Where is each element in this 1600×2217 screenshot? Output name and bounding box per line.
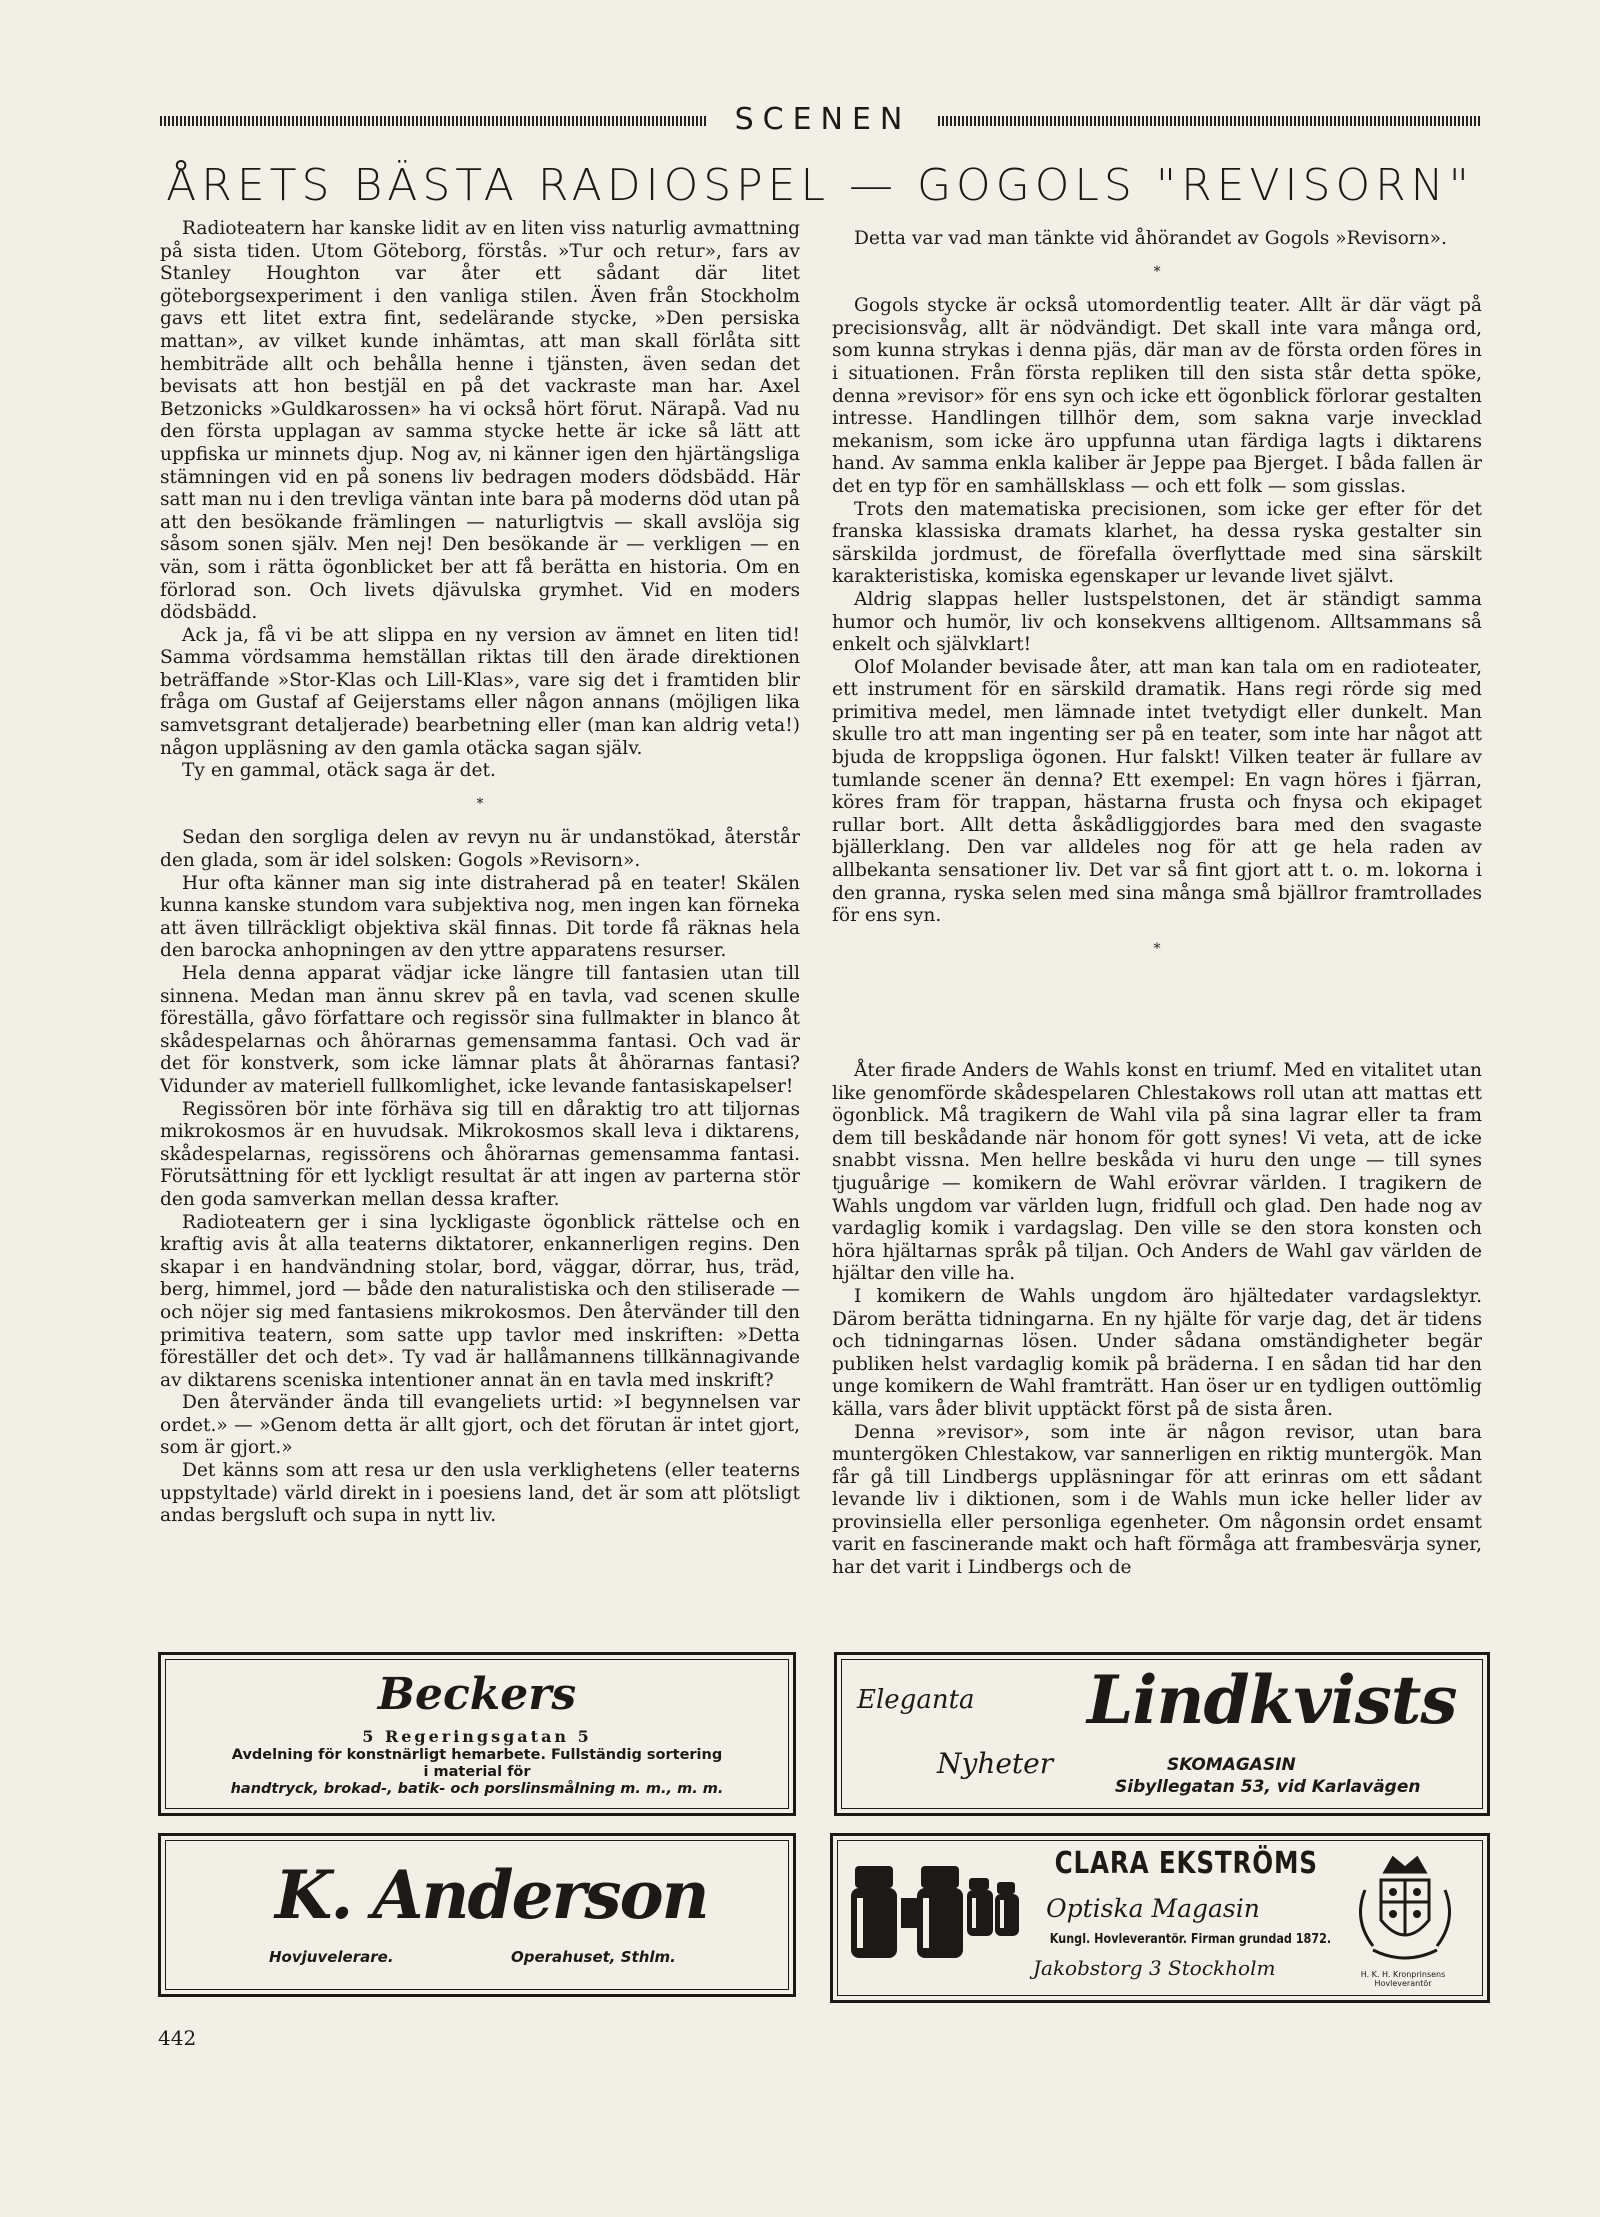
lindkvists-logo: Lindkvists bbox=[1087, 1661, 1457, 1739]
article-column-left bbox=[160, 218, 800, 1528]
paragraph: Sedan den sorgliga delen av revyn nu är undanstökad, återstår den glada, som är idel solsken: Gogols »Revisorn». bbox=[160, 827, 800, 872]
article-column-right-top bbox=[832, 228, 1482, 972]
lindkvists-nyheter: Nyheter bbox=[937, 1747, 1054, 1780]
paragraph: Hela denna apparat vädjar icke längre till fantasien utan till sinnena. Medan man ännu skrev på en tavla, vad scenen skulle föreställa, gåvo författare och regissör sina fullmakter in blanco åt skådespelarnas och åhörarnas gemensamma fantasi. Och vad är det för konstverk, som icke lämnar plats åt åhörarnas fantasi? Vidunder av materiell fullkomlighet, icke levande fantasiskapelser! bbox=[160, 963, 800, 1097]
advertisement-beckers bbox=[158, 1652, 796, 1816]
clara-crest-caption: H. K. H. Kronprinsens Hovleverantör bbox=[1360, 1970, 1446, 1988]
clara-address: Jakobstorg 3 Stockholm bbox=[1033, 1956, 1276, 1980]
anderson-title: Hovjuvelerare. bbox=[269, 1948, 394, 1966]
paragraph: Aldrig slappas heller lustspelstonen, det är ständigt samma humor och humör, liv och konsekvens alltigenom. Alltsammans så enkelt och självklart! bbox=[832, 588, 1482, 656]
paragraph: Ack ja, få vi be att slippa en ny version av ämnet en liten tid! Samma vördsamma hemställan riktas till den ärade direktionen beträffande »Stor-Klas och Lill-Klas», vare sig det i framtiden blir fråga om Gustaf af Geijerstams eller någon annans (möjligen lika samvetsgrant detaljerade) bearbetning eller (man kan aldrig veta!) någon uppläsning av den gamla otäcka sagan själv. bbox=[160, 624, 800, 759]
article-headline: ÅRETS BÄSTA RADIOSPEL — GOGOLS "REVISORN" bbox=[166, 160, 1474, 211]
beckers-line: handtryck, brokad-, batik- och porslinsmålning m. m., m. m. bbox=[230, 1781, 724, 1797]
clara-founded: Kungl. Hovleverantör. Firman grundad 1872. bbox=[1049, 1932, 1332, 1947]
lindkvists-eleganta: Eleganta bbox=[857, 1685, 975, 1715]
advertisement-clara-ekstroms bbox=[830, 1833, 1490, 2003]
paragraph: Radioteatern har kanske lidit av en liten viss naturlig avmattning på sista tiden. Utom Göteborg, förstås. »Tur och retur», fars av Stanley Houghton var åter ett sådant där litet göteborgsexperiment i den vanliga stilen. Även från Stockholm gavs ett litet extra fint, sedelärande stycke, »Den persiska mattan», av vilket kunde inhämtas, att man skall förlåta sitt hembiträde allt och behålla henne i tjänsten, även sedan det bevisats att hon bestjäl en på det vackraste man har. Axel Betzonicks »Guldkarossen» ha vi också hört förut. Närapå. Vad nu den första upplagan av samma stycke hette är icke så lätt att uppfiska ur minnets djup. Nog av, ni känner igen den hjärtängsliga stämningen vid en på sonens liv bedragen moders dödsbädd. Här satt man nu i den trevliga väntan inte bara på moderns död utan på att den besökande främlingen — naturligtvis — skall avslöja sig såsom sonen själv. Men nej! Den besökande är — verkligen — en vän, som i rätta ögonblicket ber att få berätta en historia. Om en förlorad son. Och livets djävulska grymhet. Vid en moders dödsbädd. bbox=[160, 218, 800, 624]
paragraph: I komikern de Wahls ungdom äro hjältedater vardagslektyr. Därom berätta tidningarna. En ny hjälte för varje dag, det är tidens och tidningarnas lösen. Under sådana omständigheter begär publiken helst vardaglig komik på bräderna. I en sådan tid har den unge komikern de Wahl framträtt. Han öser ur en tydligen outtömlig källa, vars åder blivit upptäckt först på de sista åren. bbox=[832, 1285, 1482, 1420]
paragraph: Ty en gammal, otäck saga är det. bbox=[182, 760, 496, 782]
paragraph: Den återvänder ända till evangeliets urtid: »I begynnelsen var ordet.» — »Genom detta är allt gjort, och det förutan är intet gjort, som är gjort.» bbox=[160, 1392, 800, 1459]
beckers-address: 5 Regeringsgatan 5 bbox=[362, 1727, 592, 1746]
lindkvists-address: Sibyllegatan 53, vid Karlavägen bbox=[1115, 1777, 1421, 1797]
decorative-rule-left bbox=[160, 116, 708, 126]
beckers-logo: Beckers bbox=[377, 1669, 577, 1720]
paragraph: Denna »revisor», som inte är någon revisor, utan bara muntergöken Chlestakow, var sannerligen en riktig muntergök. Man får gå till Lindbergs uppläsningar för att erinras om ett sådant levande liv i diktionen, som i de Wahls mun icke heller lider av provinsiella eller personliga egenheter. Om någonsin ordet ensamt varit en fascinerande makt och haft förmåga att frambesvärja syner, har det varit i Lindbergs och de bbox=[832, 1421, 1482, 1579]
beckers-line: Avdelning för konstnärligt hemarbete. Fullständig sortering bbox=[231, 1747, 723, 1763]
advertisement-lindkvists bbox=[834, 1652, 1490, 1816]
anderson-logo: K. Anderson bbox=[275, 1856, 708, 1934]
section-separator: * bbox=[476, 795, 484, 812]
paragraph: Olof Molander bevisade åter, att man kan tala om en radioteater, ett instrument för en särskild dramatik. Hans regi rörde sig med primitiva medel, men lämnade intet tvetydigt eller dunkelt. Man skulle tro att man ingenting ser på en teater, som inte har något att bjuda de kroppsliga ögonen. Hur falskt! Vilken teater är fullare av tumlande scener än denna? Ett exempel: En vagn höres i fjärran, köres fram för trappan, hästarna frusta och fnysa och ekipaget rullar bort. Allt detta åskådliggjordes bara med den svagaste bjällerklang. Den var alldeles nog för att ge hela raden av allbekanta sensationer liv. Det var så fint gjort att t. o. m. lokorna i den granna, ryska selen med sina många små bjällror framtrollades för ens syn. bbox=[832, 656, 1482, 927]
running-head bbox=[160, 100, 1480, 144]
section-title: SCENEN bbox=[734, 102, 912, 137]
clara-subtitle: Optiska Magasin bbox=[1046, 1894, 1260, 1923]
paragraph: Gogols stycke är också utomordentlig teater. Allt är där vägt på precisionsvåg, allt är nödvändigt. Det skall inte vara många ord, som kunna strykas i denna pjäs, där man av de första orden föres in i situationen. Från första repliken till den sista står detta spöke, denna »revisor» för ens syn och icke ett ögonblick förlorar gestalten intresse. Handlingen tillhör dem, som sakna varje invecklad mekanism, som icke äro uppfunna utan färdiga lagts i diktarens hand. Av samma enkla kaliber är Jeppe paa Bjerget. I båda fallen är det en typ för en samhällsklass — och ett folk — som gisslas. bbox=[832, 295, 1482, 497]
paragraph: Regissören bör inte förhäva sig till en dåraktig tro att tiljornas mikrokosmos är en huvudsak. Mikrokosmos skall leva i diktarens, skådespelarnas, regissörens och åhörarnas gemensamma fantasi. Förutsättning för ett lyckligt resultat är att ingen av parterna stör den goda samverkan mellan dessa krafter. bbox=[160, 1098, 800, 1210]
paragraph: Det känns som att resa ur den usla verklighetens (eller teaterns uppstyltade) värld direkt in i poesiens land, det är som att plötsligt andas bergsluft och supa in nytt liv. bbox=[160, 1460, 800, 1527]
royal-crest-icon bbox=[1345, 1850, 1465, 1978]
paragraph: Detta var vad man tänkte vid åhörandet av Gogols »Revisorn». bbox=[854, 228, 1447, 249]
paragraph: Trots den matematiska precisionen, som icke ger efter för det franska klassiska dramats klarhet, ha dessa ryska gestalter sin särskilda jordmust, de förefalla överflyttade med sina särskilt karakteristiska, komiska egenskaper ur levande livet självt. bbox=[832, 498, 1482, 588]
article-column-right-bottom bbox=[832, 1060, 1482, 1580]
page-number: 442 bbox=[158, 2026, 197, 2050]
anderson-location: Operahuset, Sthlm. bbox=[511, 1948, 676, 1966]
clara-title: CLARA EKSTRÖMS bbox=[1054, 1846, 1318, 1881]
binoculars-icon bbox=[847, 1858, 1023, 1978]
beckers-line: i material för bbox=[423, 1764, 531, 1780]
decorative-rule-right bbox=[938, 116, 1480, 126]
advertisement-anderson bbox=[158, 1833, 796, 1997]
lindkvists-skomagasin: SKOMAGASIN bbox=[1167, 1755, 1296, 1775]
section-separator: * bbox=[1153, 940, 1161, 957]
section-separator: * bbox=[1153, 263, 1161, 280]
paragraph: Radioteatern ger i sina lyckligaste ögonblick rättelse och en kraftig avis åt alla teaterns diktatorer, enkannerligen regins. Den skapar i en handvändning stolar, bord, väggar, dörrar, hus, träd, berg, himmel, jord — både den naturalistiska och den stiliserade — och nöjer sig med fantasiens mikrokosmos. Den återvänder till den primitiva teatern, som satte upp tavlor med inskriften: »Detta föreställer det och det». Ty vad är hallåmannens tillkännagivande av diktarens sceniska intentioner annat än en tavla med inskrift? bbox=[160, 1211, 800, 1391]
paragraph: Åter firade Anders de Wahls konst en triumf. Med en vitalitet utan like genomförde skådespelaren Chlestakows roll utan att mattas ett ögonblick. Må tragikern de Wahl vila på sina lagrar eller ta fram dem till beskådande när honom för gott synes! Vi veta, att de icke snabbt vissna. Men hellre beskåda vi huru den unge — till synes tjuguårige — komikern de Wahl erövrar världen. I tragikern de Wahls ungdom var världen lugn, fridfull och glad. Den hade nog av vardaglig komik i vardagslag. Den ville se den stora konsten och höra hjältarnas språk på tiljan. Och Anders de Wahl gav världen de hjältar den ville ha. bbox=[832, 1060, 1482, 1285]
paragraph: Hur ofta känner man sig inte distraherad på en teater! Skälen kunna kanske stundom vara subjektiva nog, men ingen kan förneka att även tillräckligt objektiva skäl finnas. Dit torde få räknas hela den barocka anhopningen av den yttre apparatens resurser. bbox=[160, 872, 800, 962]
